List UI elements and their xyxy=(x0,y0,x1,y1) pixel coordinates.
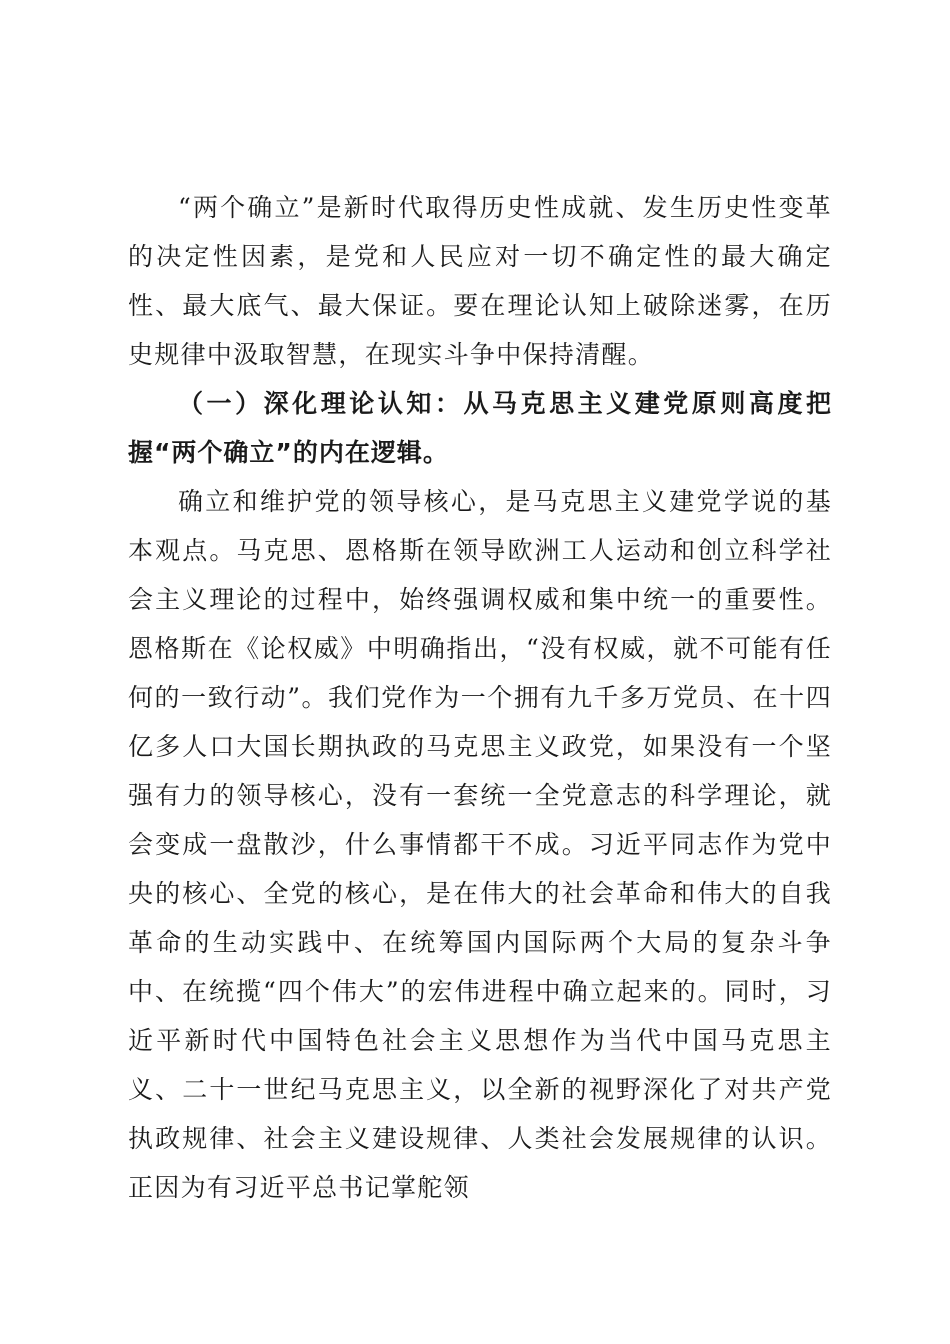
body-paragraph: 确立和维护党的领导核心，是马克思主义建党学说的基本观点。马克思、恩格斯在领导欧洲工人运动和创立科学社会主义理论的过程中，始终强调权威和集中统一的重要性。恩格斯在《论权威》中明确指出，“没有权威，就不可能有任何的一致行动”。我们党作为一个拥有九千多万党员、在十四亿多人口大国长期执政的马克思主义政党，如果没有一个坚强有力的领导核心，没有一套统一全党意志的科学理论，就会变成一盘散沙，什么事情都干不成。习近平同志作为党中央的核心、全党的核心，是在伟大的社会革命和伟大的自我革命的生动实践中、在统筹国内国际两个大局的复杂斗争中、在统揽“四个伟大”的宏伟进程中确立起来的。同时，习近平新时代中国特色社会主义思想作为当代中国马克思主义、二十一世纪马克思主义，以全新的视野深化了对共产党执政规律、社会主义建设规律、人类社会发展规律的认识。正因为有习近平总书记掌舵领 xyxy=(128,487,832,1202)
document-body xyxy=(128,183,832,1212)
section-heading: （一）深化理论认知：从马克思主义建党原则高度把握“两个确立”的内在逻辑。 xyxy=(128,389,832,467)
intro-paragraph: “两个确立”是新时代取得历史性成就、发生历史性变革的决定性因素，是党和人民应对一切不确定性的最大确定性、最大底气、最大保证。要在理论认知上破除迷雾，在历史规律中汲取智慧，在现实斗争中保持清醒。 xyxy=(128,193,832,369)
